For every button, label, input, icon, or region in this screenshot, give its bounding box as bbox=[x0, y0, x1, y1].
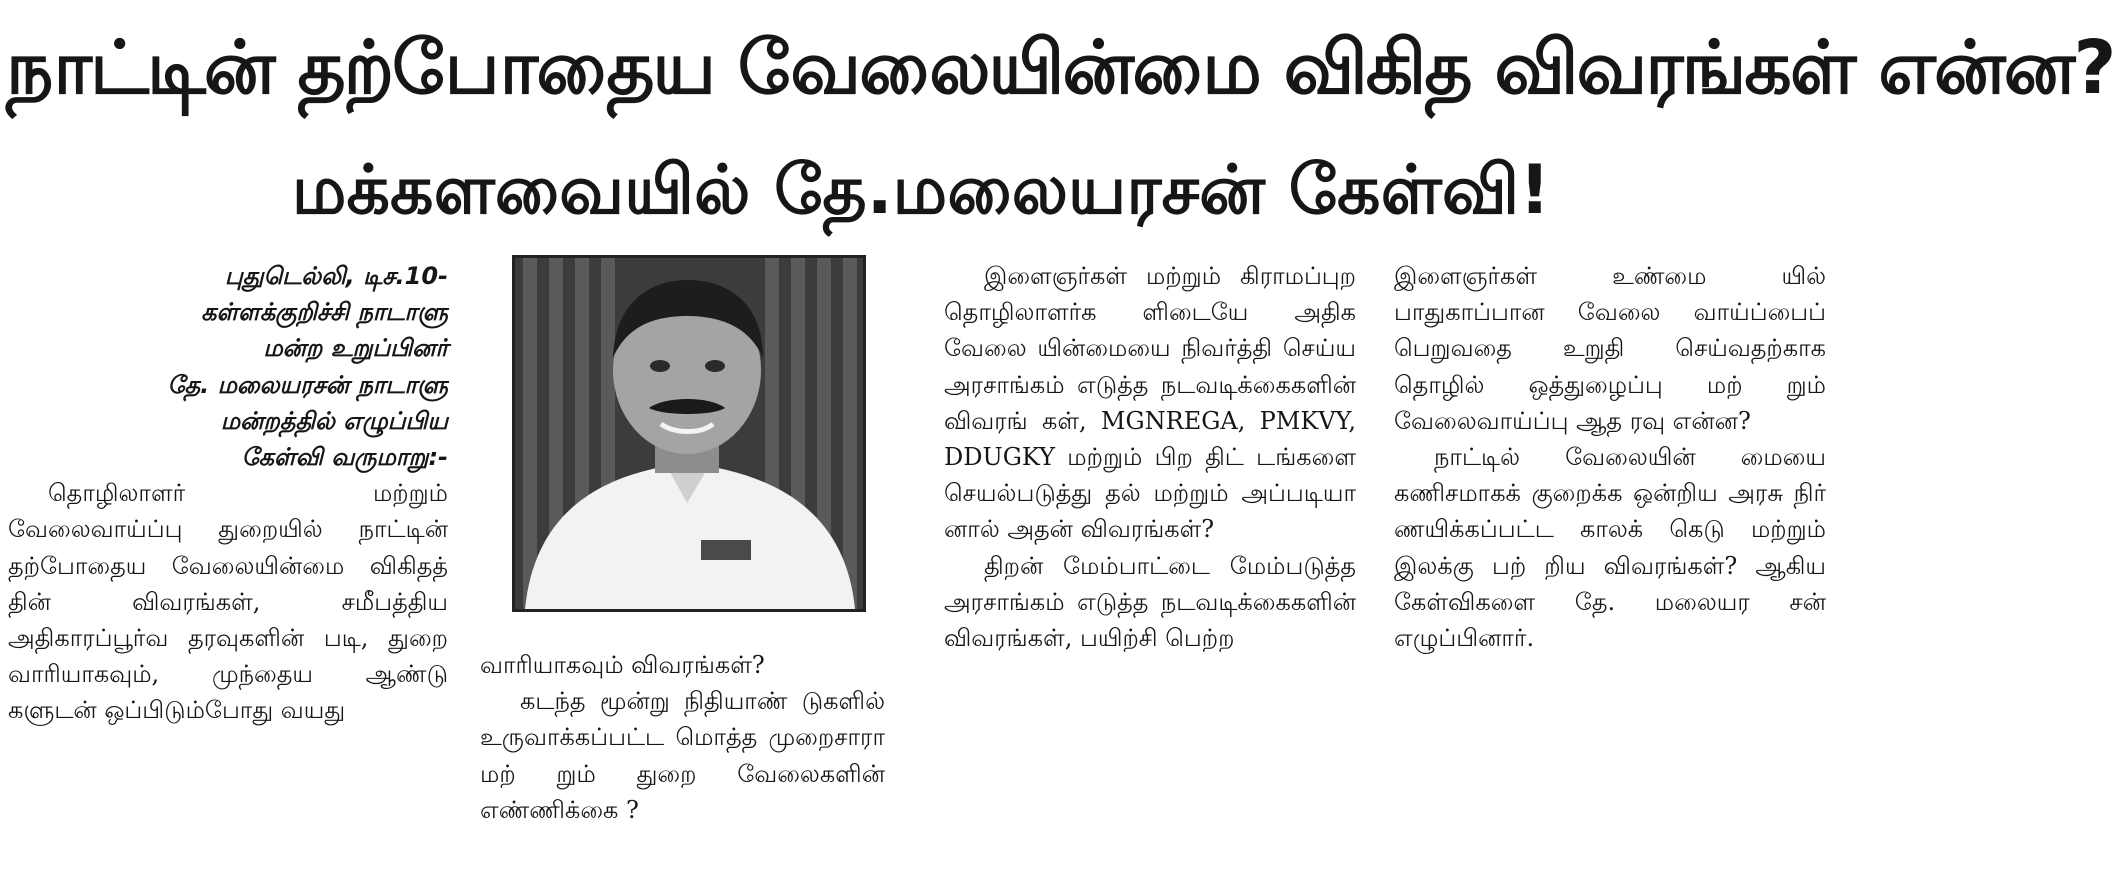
article-column-1 bbox=[8, 258, 448, 729]
dateline bbox=[8, 258, 448, 475]
body-paragraph: கடந்த மூன்று நிதியாண் டுகளில் உருவாக்கப்பட்ட மொத்த முறைசாரா மற் றும் துறை வேலைகளின் எண்ணிக்கை ? bbox=[480, 687, 885, 824]
body-paragraph: இளைஞர்கள் மற்றும் கிராமப்புற தொழிலாளர்க ளிடையே அதிக வேலை யின்மையை நிவர்த்தி செய்ய அரசாங்கம் எடுத்த நடவடிக்கைகளின் விவரங் கள், MGNREGA, PMKVY, DDUGKY மற்றும் பிற திட் டங்களை செயல்படுத்து தல் மற்றும் அப்படியா னால் அதன் விவரங்கள்? bbox=[944, 262, 1356, 544]
portrait-photo-image bbox=[515, 258, 863, 609]
body-paragraph: நாட்டில் வேலையின் மையை கணிசமாகக் குறைக்க ஒன்றிய அரசு நிர் ணயிக்கப்பட்ட காலக் கெடு மற்றும் இலக்கு பற் றிய விவரங்கள்? ஆகிய கேள்விகளை தே. மலையர சன் எழுப்பினார். bbox=[1394, 443, 1826, 653]
body-paragraph: இளைஞர்கள் உண்மை யில் பாதுகாப்பான வேலை வாய்ப்பைப் பெறுவதை உறுதி செய்வதற்காக தொழில் ஒத்துழைப்பு மற் றும் வேலைவாய்ப்பு ஆத ரவு என்ன? bbox=[1394, 262, 1826, 435]
dateline-line: கேள்வி வருமாறு:- bbox=[241, 443, 448, 472]
dateline-line: கள்ளக்குறிச்சி நாடாளு bbox=[201, 298, 448, 327]
body-paragraph: திறன் மேம்பாட்டை மேம்படுத்த அரசாங்கம் எடுத்த நடவடிக்கைகளின் விவரங்கள், பயிற்சி பெற்ற bbox=[944, 551, 1356, 653]
article-column-2 bbox=[480, 647, 885, 828]
dateline-line: புதுடெல்லி, டிச.10- bbox=[224, 262, 448, 290]
body-paragraph: வாரியாகவும் விவரங்கள்? bbox=[480, 651, 765, 679]
dateline-line: மன்றத்தில் எழுப்பிய bbox=[220, 406, 448, 435]
portrait-photo bbox=[512, 255, 866, 612]
dateline-line: தே. மலையரசன் நாடாளு bbox=[167, 370, 448, 399]
article-column-3 bbox=[944, 258, 1356, 656]
body-paragraph: தொழிலாளர் மற்றும் வேலைவாய்ப்பு துறையில் நாட்டின் தற்போதைய வேலையின்மை விகிதத் தின் விவரங்கள், சமீபத்திய அதிகாரப்பூர்வ தரவுகளின் படி, துறை வாரியாகவும், முந்தைய ஆண்டு களுடன் ஒப்பிடும்போது வயது bbox=[8, 479, 448, 725]
headline: நாட்டின் தற்போதைய வேலையின்மை விகித விவரங்கள் என்ன? bbox=[6, 25, 2115, 111]
subheadline: மக்களவையில் தே.மலையரசன் கேள்வி! bbox=[291, 151, 1551, 230]
dateline-line: மன்ற உறுப்பினர் bbox=[263, 334, 448, 363]
article-column-4 bbox=[1394, 258, 1826, 656]
